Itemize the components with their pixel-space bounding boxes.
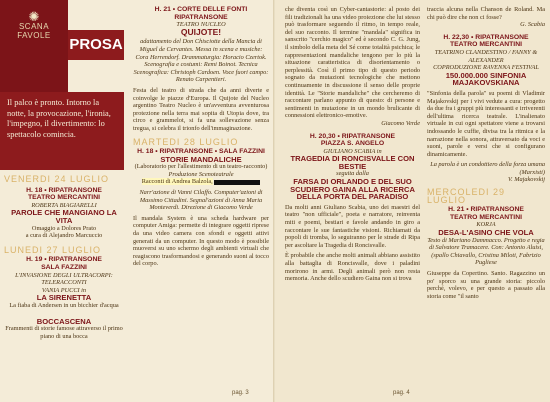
day-heading: VENERDI 24 LUGLIO xyxy=(4,174,110,184)
event-place: TEATRO MERCANTINI xyxy=(450,41,522,49)
event-subtitle-2: a cura di Alejandro Marcuccio xyxy=(25,232,103,240)
event-stories xyxy=(133,178,269,186)
event-time: H. 22,30 • RIPATRANSONE xyxy=(443,33,529,41)
event-author: ROBERTA BIAGIARELLI xyxy=(31,201,97,209)
event-company: KORJA xyxy=(476,221,496,229)
event-author: GIULIANO SCABIA in xyxy=(323,147,382,155)
day-heading: MARTEDI 28 LUGLIO xyxy=(133,136,239,147)
article-text: È probabile che anche molti animali abbiano assistito alla battaglia di Roncisvalle, dove i paladini morirono in armi. Degli animali però non resta memoria. Anche dello scudiero Gaina non si trova xyxy=(285,252,420,283)
event-subtitle: La fiaba di Andersen in un bicchier d'acqua xyxy=(9,301,119,309)
event-production: Produzione Scenoteatrale xyxy=(168,170,234,178)
event-subtitle: Omaggio a Dolores Prato xyxy=(31,224,97,232)
event-description: Giuseppe da Copertino. Santo. Ragazzino un po' sporco su una grande storia: piccolo perché, volevo, e per questo a passato alla storia come "il santo xyxy=(427,270,545,300)
logo-line2: FAVOLE xyxy=(17,31,51,40)
intro-text: Il palco è pronto. Intorno la notte, la provocazione, l'ironia, l'impegno, il divertimento: lo spettacolo comincia. xyxy=(0,92,124,170)
middle-column xyxy=(133,6,269,268)
day-heading: LUNEDI 27 LUGLIO xyxy=(4,244,102,255)
event-place: TEATRO MERCANTINI xyxy=(28,194,100,202)
stories-credit: Racconti di Andrea Balzola, xyxy=(141,178,213,186)
event-connector: seguita dalla xyxy=(336,170,369,178)
event-series: L'INVASIONE DEGLI ULTRACORPI: TELERACCONTI xyxy=(15,271,113,287)
event-title: TRAGEDIA DI RONCISVALLE CON BESTIE xyxy=(290,154,415,171)
section-label: PROSA xyxy=(68,30,124,60)
left-column xyxy=(4,176,124,340)
event-place: RIPATRANSONE xyxy=(174,13,228,21)
event-time: H. 21 • CORTE DELLE FONTI xyxy=(154,6,248,13)
day-heading: MERCOLEDI 29 LUGLIO xyxy=(427,187,506,205)
event-place: PIAZZA S. ANGELO xyxy=(320,140,385,148)
event-title-2: FARSA DI ORLANDO E DEL SUO SCUDIERO GAINA ALLA RICERCA DELLA PORTA DEL PARADISO xyxy=(290,177,415,202)
right-right-column xyxy=(427,6,545,300)
event-time: H. 19 • RIPATRANSONE xyxy=(26,256,102,264)
event-title: 150.000.000 SINFONIA MAJAKOVSKIANA xyxy=(445,70,527,88)
event-credits: Narr'azione di Vanni Cilaffo. Computer'azioni di Massimo Cittadini. Segnal'azioni di Anna Maria Monteverdi. Direzione di Giacomo Verde xyxy=(139,189,263,212)
redaction-bar xyxy=(214,180,260,185)
event-time: H. 18 • RIPATRANSONE • SALA FAZZINI xyxy=(137,148,265,156)
event-title: LA SIRENETTA xyxy=(36,293,92,303)
event-author: VANIA PUCCI in xyxy=(41,286,87,294)
event-time: H. 20,30 • RIPATRANSONE xyxy=(309,132,396,140)
logo-swirl-icon: ✺ xyxy=(28,9,40,24)
article-text: che diventa così un Cyber-cantastorie: al posto dei fili tradizionali ha una video proiezione che lui stesso può trasformare seguendo il ritmo, in tempo reale, del suo racconto. Il termine "mandala" significa in sanscrito "cerchio magico" ed è secondo C. G. Jung, il simbolo della meta del Sé come totalità psichica; le rappresentazioni mandaliche tengono per lo più la situazione caratteristica di disorientamento o perplessità. Così il primo tipo di questo periodo sognato da mutazioni tecnologiche che mettono continuamente in discussione il senso delle proprie identità. Le "Storie mandaliche" che cercheremo di raccontare parlano appunto di questo: di persone e sentimenti in mutazione in un mondo brulicante di connessioni elettronico-emotive. xyxy=(285,6,420,120)
event-coproduction: COPRODUZIONE RAVENNA FESTIVAL xyxy=(433,64,539,72)
right-left-column xyxy=(285,6,420,283)
event-title: QUIJOTE! xyxy=(180,26,222,37)
event-company: TEATRO NUCLEO xyxy=(176,21,226,29)
event-place: SALA FAZZINI xyxy=(41,263,87,271)
event-title: PAROLE CHE MANGIANO LA VITA xyxy=(11,208,117,225)
event-description: "Sinfonia della parola" su poemi di Vladimir Majakovskij per i vivi vedute a cura: progetto da due fra i gruppi più interessanti e irriverenti dell'ultima ricerca teatrale. L'inalienato virtuale in cui ogni spettatore viene a trovarsi indossando le cuffie, divisa tra la ritmica e la narrazione nella sonora, attraversato da voci e suoni, parole e versi che si configurano dinamicamente. xyxy=(427,89,545,158)
event-description: Festa del teatro di strada che da anni diverte e coinvolge le piazze d'Europa. Il Quijote del Nucleo argentino Teatro Nucleo è un'avventura avventurosa protezione nella terra mai sopita di Utopia dove, tra circo e grammelot, si fa una sollevazione senza tregua, si celebra il trionfo dell'immaginazione. xyxy=(133,86,269,132)
page-number: pag. 3 xyxy=(232,390,249,396)
page-number: pag. 4 xyxy=(393,390,410,396)
event-title: DESA-L'ASINO CHE VOLA xyxy=(438,228,534,238)
festival-logo xyxy=(0,0,68,92)
event-subtitle: Frammenti di storie famose attraverso il primo piano di una bocca xyxy=(5,325,123,340)
event-title: STORIE MANDALICHE xyxy=(160,154,242,164)
article-text: Da molti anni Giuliano Scabia, uno dei maestri del teatro "non ufficiale", poeta e narratore, reinventa miti e poemi, bestiari e favole andando in giro a raccontare le sue fantastiche visioni. Richiamati da popoli di tromba, lo seguiranno per le strade di Ripa per ascoltare la Tragedia di Roncisvalle. xyxy=(285,203,420,249)
logo-line1: SCANA xyxy=(18,22,50,31)
article-signature: Giacomo Verde xyxy=(381,119,420,127)
event-company: TEATRINO CLANDESTINO / FANNY & ALEXANDER xyxy=(434,48,538,64)
event-credits: adattamento del Don Chisciotte della Mancia di Miguel de Cervantes. Messa in scena e musiche: Cora Herrendorf. Drammaturgia: Horacio Czertok. Scenografia e costumi: Remi Boinot. Tecnica Scenografica: Christoph Cardoen. Voce fuori campo: Renato Carpentieri. xyxy=(133,38,269,84)
event-description: Il mandala System è una scheda hardware per computer Amiga: permette di integrare oggetti riprese da una video camera con sfondi e oggetti attivi generati da un computer. In questo modo è possibile muoversi su uno schermo degli ambienti virtuali che reagiscono trasformandosi e generando suoni al tocco del corpo. xyxy=(133,214,269,268)
event-time: H. 18 • RIPATRANSONE xyxy=(26,186,102,194)
article-text: traccia alcuna nella Chanson de Roland. Ma chi può dire che non ci fosse? xyxy=(427,6,545,21)
quote: La parola è un condottiero della forza umana (Marxisti) xyxy=(430,161,545,176)
right-page xyxy=(275,0,550,402)
event-subtitle: (Laboratorio per l'allestimento di un teatro-racconto) xyxy=(134,163,268,171)
event-place: TEATRO MERCANTINI xyxy=(450,213,522,221)
article-signature: G. Scabia xyxy=(520,21,545,29)
event-time: H. 21 • RIPATRANSONE xyxy=(448,206,524,214)
quote-signature: V. Majakovskij xyxy=(508,176,545,184)
event-credits: Testo di Mariano Dammacco. Progetto e regia di Salvatore Tramacere. Con: Antonio Aluisi, (spallo Chiavallo, Cristina Miloti, Fabrizio Pugliese xyxy=(427,236,545,267)
event-title: BOCCASCENA xyxy=(36,316,92,326)
